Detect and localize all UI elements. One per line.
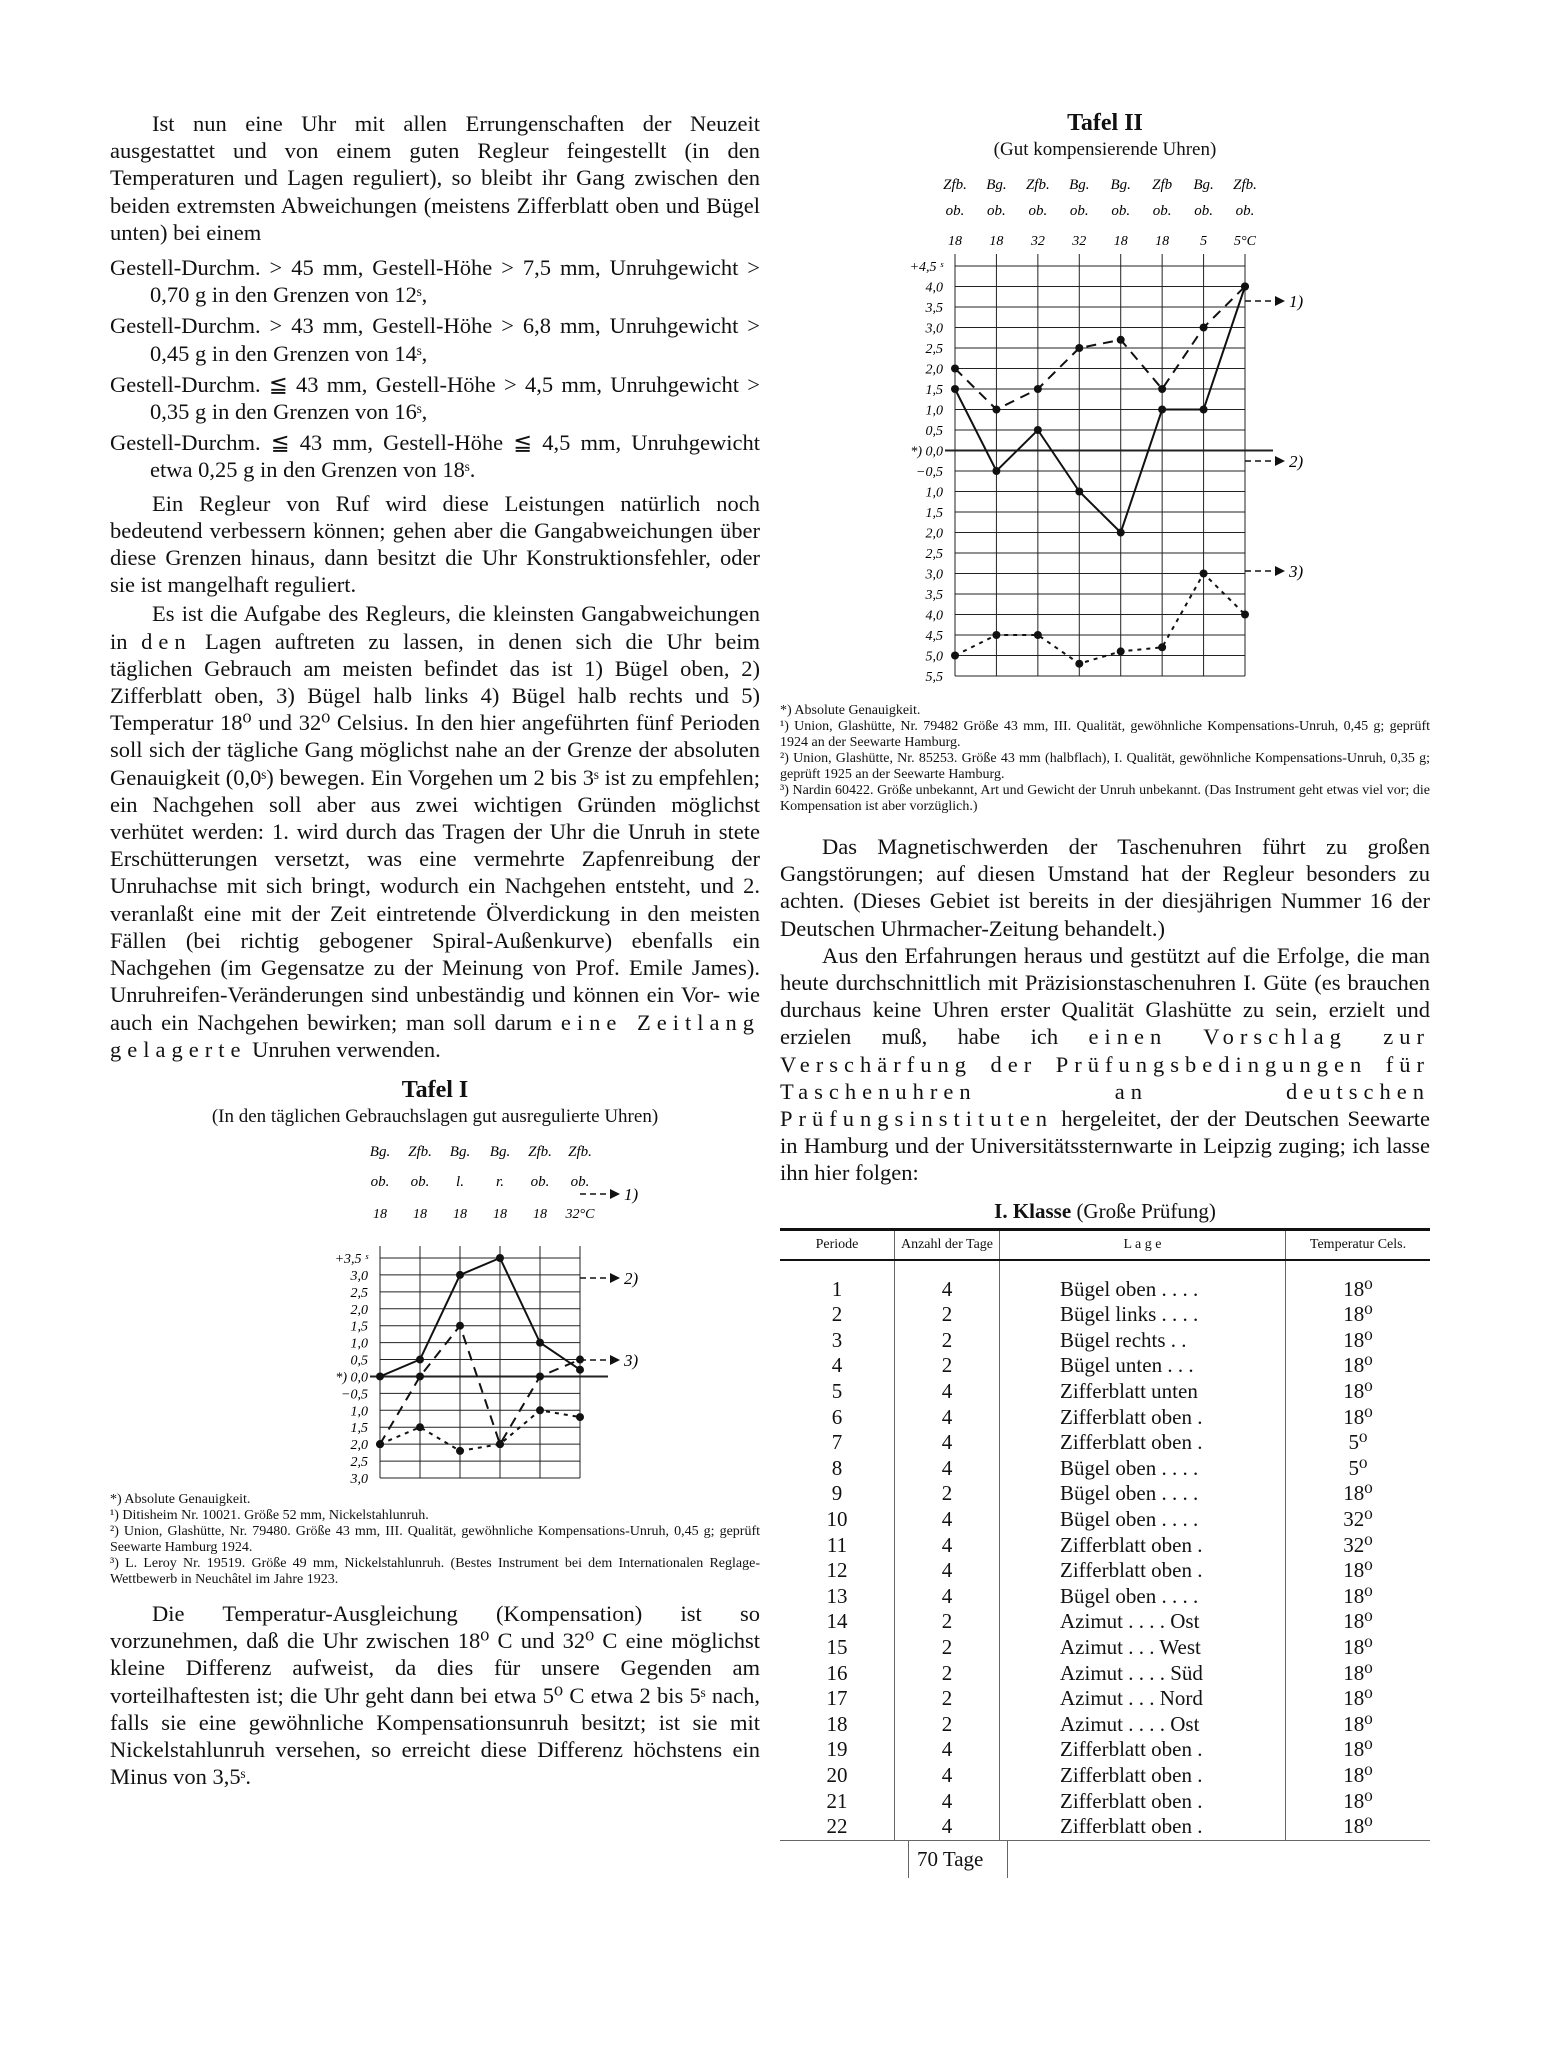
chart-position-label: ob. [1152, 203, 1172, 219]
cell-anzahl: 2 [895, 1661, 1000, 1687]
table-row [780, 1430, 1430, 1456]
chart-position-label: Zfb. [408, 1143, 432, 1160]
chart-data-point [1158, 643, 1166, 651]
tafel-1-footnotes [110, 1492, 760, 1588]
tafel-1-chart [110, 1138, 760, 1488]
chart-position-label: ob. [945, 203, 965, 219]
cell-anzahl: 4 [895, 1533, 1000, 1559]
table-row [780, 1635, 1430, 1661]
chart-series-label: 1) [624, 1184, 639, 1204]
cell-periode: 6 [831, 1404, 843, 1429]
table-row [780, 1302, 1430, 1328]
cell-periode: 4 [831, 1353, 843, 1378]
chart-y-tick-label: 2,0 [925, 362, 943, 378]
chart-y-tick-label: −0,5 [341, 1387, 368, 1403]
cell-lage: Zifferblatt oben . [1000, 1763, 1286, 1789]
paragraph-regleur: Ein Regleur von Ruf wird diese Leistungen natürlich noch bedeutend verbessern können; gehen aber die Gangabweichungen über diese Grenzen hinaus, dann besitzt die Uhr Konstruktionsfehler, oder sie ist mangelhaft reguliert. [110, 490, 760, 598]
chart-series-line [955, 574, 1245, 664]
cell-lage: Bügel oben . . . . [1000, 1507, 1286, 1533]
cell-periode: 15 [826, 1634, 848, 1659]
chart-y-tick-label: 2,0 [350, 1302, 368, 1318]
paragraph-magnetisch: Das Magnetischwerden der Taschenuhren führt zu großen Gangstörungen; auf diesen Umstand hat der Regleur besonders zu achten. (Dieses Gebiet ist bereits in der diesjährigen Nummer 16 der Deutschen Uhrmacher-Zeitung behandelt.) [780, 834, 1430, 941]
chart-position-label: ob. [1235, 203, 1255, 219]
cell-lage: Azimut . . . . Ost [1000, 1609, 1286, 1635]
table-row [780, 1609, 1430, 1635]
tafel-1-footnote: *) Absolute Genauigkeit. [110, 1491, 251, 1507]
tafel-2-subtitle: (Gut kompensierende Uhren) [993, 139, 1217, 160]
cell-anzahl: 4 [895, 1814, 1000, 1840]
table-row [780, 1260, 1430, 1303]
chart-series-label: 2) [624, 1268, 639, 1288]
vorschlag-text-a: Aus den Erfahrungen heraus und gestützt auf die Erfolge, die man heute durchschnittlich mit Präzisionstaschenuhren I. Güte (es brauchen durchaus keine Uhren erster Qualität Glashütte zu sein, erzielt und erzielen muß, habe ich [780, 942, 1430, 1050]
chart-y-tick-label: 3,0 [925, 321, 943, 337]
table-row [780, 1686, 1430, 1712]
chart-position-label: Bg. [986, 177, 1007, 193]
chart-y-tick-label: +3,5 ˢ [334, 1251, 368, 1267]
table-row [780, 1558, 1430, 1584]
limits-list [110, 254, 760, 484]
chart-series-line [380, 1410, 580, 1451]
chart-y-tick-label: 3,5 [925, 301, 943, 316]
chart-y-tick-label: 2,0 [925, 526, 943, 542]
cell-anzahl: 4 [895, 1763, 1000, 1789]
paragraph-aufgabe [110, 600, 760, 1062]
chart-y-tick-label: 0,5 [925, 424, 943, 439]
cell-periode: 16 [826, 1660, 848, 1685]
cell-lage: Bügel unten . . . [1000, 1353, 1286, 1379]
cell-anzahl: 2 [895, 1328, 1000, 1354]
chart-series-arrowhead [610, 1189, 620, 1199]
chart-position-label: Zfb [1152, 177, 1173, 193]
cell-lage: Bügel rechts . . [1000, 1328, 1286, 1354]
chart-series-arrowhead [610, 1355, 620, 1365]
header-periode: Periode [780, 1229, 895, 1260]
chart-data-point [576, 1413, 584, 1421]
chart-position-label: Bg. [489, 1143, 511, 1160]
limits-item-3: Gestell-Durchm. ≦ 43 mm, Gestell-Höhe > 4,5 mm, Unruhgewicht > 0,35 g in den Grenzen von 16ˢ, [110, 371, 760, 425]
chart-data-point [992, 467, 1000, 475]
cell-periode: 5 [831, 1379, 843, 1404]
table-row [780, 1763, 1430, 1789]
cell-lage: Bügel oben . . . . [1000, 1456, 1286, 1482]
tafel-1-footnote: ¹) Ditisheim Nr. 10021. Größe 52 mm, Nickelstahlunruh. [110, 1507, 429, 1523]
chart-temperature-label: 5°C [1234, 234, 1256, 249]
chart-position-label: l. [456, 1173, 464, 1190]
chart-position-label: Bg. [1069, 177, 1090, 193]
limits-item-1: Gestell-Durchm. > 45 mm, Gestell-Höhe > 7,5 mm, Unruhgewicht > 0,70 g in den Grenzen von 12ˢ, [110, 255, 760, 308]
cell-anzahl: 2 [895, 1712, 1000, 1738]
chart-series-line [380, 1326, 580, 1444]
table-header-row [780, 1229, 1430, 1260]
chart-y-tick-label: 3,0 [350, 1268, 368, 1284]
cell-lage: Zifferblatt oben . [1000, 1533, 1286, 1559]
total-days: 70 Tage [908, 1841, 1008, 1878]
cell-temperatur: 18⁰ [1286, 1686, 1431, 1712]
cell-temperatur: 18⁰ [1286, 1379, 1431, 1405]
chart-y-tick-label: 1,5 [925, 506, 943, 521]
cell-anzahl: 4 [895, 1456, 1000, 1482]
table-row [780, 1353, 1430, 1379]
cell-periode: 19 [826, 1737, 848, 1762]
cell-periode: 9 [831, 1481, 843, 1506]
cell-lage: Zifferblatt oben . [1000, 1737, 1286, 1763]
chart-y-tick-label: 0,5 [350, 1353, 368, 1369]
chart-series-line [380, 1258, 580, 1376]
tafel-1-subtitle: (In den täglichen Gebrauchslagen gut ausregulierte Uhren) [211, 1105, 659, 1127]
klasse-title-main: I. Klasse [994, 1198, 1072, 1223]
chart-y-tick-label: 3,0 [925, 567, 943, 583]
cell-periode: 18 [826, 1711, 848, 1736]
chart-position-label: Zfb. [528, 1143, 552, 1160]
chart-y-tick-label: 1,5 [350, 1421, 368, 1437]
cell-temperatur: 18⁰ [1286, 1661, 1431, 1687]
klasse-title-sub: (Große Prüfung) [1076, 1198, 1216, 1223]
cell-anzahl: 4 [895, 1379, 1000, 1405]
tafel-1-footnote: ²) Union, Glashütte, Nr. 79480. Größe 43 mm, III. Qualität, gewöhnliche Kompensations-Unruh, 0,45 g; geprüft Seewarte Hamburg 1924. [110, 1523, 760, 1555]
chart-y-tick-label: *) 0,0 [335, 1370, 368, 1386]
vorschlag-emph: einen Vorschlag zur Verschärfung der Prüfungsbedingungen für Taschenuhren an deutschen Prüfungsinstituten [780, 1024, 1430, 1132]
chart-y-tick-label: 2,5 [350, 1285, 368, 1301]
chart-data-point [376, 1372, 384, 1380]
cell-temperatur: 18⁰ [1286, 1609, 1431, 1635]
cell-temperatur: 18⁰ [1286, 1481, 1431, 1507]
limits-item-4: Gestell-Durchm. ≦ 43 mm, Gestell-Höhe ≦ 4,5 mm, Unruhgewicht etwa 0,25 g in den Grenzen von 18ˢ. [110, 430, 760, 483]
chart-position-label: Zfb. [568, 1143, 592, 1160]
cell-anzahl: 2 [895, 1481, 1000, 1507]
chart-position-label: ob. [987, 203, 1006, 219]
cell-periode: 2 [831, 1302, 843, 1327]
chart-data-point [1034, 631, 1042, 639]
chart-data-point [536, 1372, 544, 1380]
cell-temperatur: 18⁰ [1286, 1712, 1431, 1738]
chart-data-point [1034, 385, 1042, 393]
cell-temperatur: 18⁰ [1286, 1302, 1431, 1328]
cell-lage: Zifferblatt oben . [1000, 1405, 1286, 1431]
chart-data-point [1200, 570, 1208, 578]
cell-lage: Bügel oben . . . . [1000, 1481, 1286, 1507]
cell-temperatur: 18⁰ [1286, 1405, 1431, 1431]
cell-lage: Azimut . . . . Ost [1000, 1712, 1286, 1738]
chart-y-tick-label: 1,5 [350, 1319, 368, 1335]
chart-position-label: ob. [370, 1173, 390, 1190]
chart-series-label: 2) [1289, 452, 1304, 471]
chart-data-point [1117, 336, 1125, 344]
cell-anzahl: 4 [895, 1584, 1000, 1610]
cell-lage: Zifferblatt oben . [1000, 1558, 1286, 1584]
table-row [780, 1405, 1430, 1431]
cell-anzahl: 2 [895, 1635, 1000, 1661]
cell-anzahl: 4 [895, 1789, 1000, 1815]
chart-data-point [1075, 488, 1083, 496]
tafel-2-footnote: *) Absolute Genauigkeit. [780, 703, 921, 718]
cell-periode: 17 [826, 1686, 848, 1711]
cell-anzahl: 2 [895, 1686, 1000, 1712]
tafel-1-footnote: ³) L. Leroy Nr. 19519. Größe 49 mm, Nickelstahlunruh. (Bestes Instrument bei dem Internationalen Reglage-Wettbewerb in Neuchâtel im Jahre 1923. [110, 1555, 760, 1587]
cell-temperatur: 18⁰ [1286, 1763, 1431, 1789]
chart-temperature-label: 18 [373, 1206, 387, 1222]
cell-periode: 13 [826, 1583, 848, 1608]
aufgabe-emph-2: eine Zeitlang gelagerte [110, 1009, 760, 1062]
chart-position-label: ob. [1111, 203, 1131, 219]
chart-data-point [1241, 611, 1249, 619]
table-row [780, 1507, 1430, 1533]
table-row [780, 1584, 1430, 1610]
chart-position-label: Bg. [1193, 177, 1214, 193]
chart-y-tick-label: 4,0 [925, 280, 943, 296]
chart-data-point [1034, 426, 1042, 434]
aufgabe-text-c: Unruhen verwenden. [252, 1036, 441, 1062]
chart-temperature-label: 32 [1072, 234, 1087, 249]
chart-data-point [456, 1322, 464, 1330]
chart-series-arrowhead [1275, 566, 1285, 576]
chart-data-point [1200, 324, 1208, 332]
chart-position-label: ob. [570, 1173, 590, 1190]
chart-data-point [1075, 344, 1083, 352]
cell-periode: 20 [826, 1762, 848, 1787]
chart-temperature-label: 32°C [565, 1206, 595, 1222]
chart-data-point [951, 385, 959, 393]
chart-y-tick-label: 2,5 [925, 342, 943, 357]
paragraph-vorschlag [780, 942, 1430, 1187]
cell-lage: Bügel oben . . . . [1000, 1260, 1286, 1303]
cell-periode: 12 [826, 1558, 848, 1583]
tafel-2-footnote: ³) Nardin 60422. Größe unbekannt, Art und Gewicht der Unruh unbekannt. (Das Instrument geht etwas viel vor; die Kompensation ist aber vorzüglich.) [780, 783, 1430, 814]
table-row [780, 1379, 1430, 1405]
tafel-2-footnotes [780, 703, 1430, 815]
cell-temperatur: 18⁰ [1286, 1737, 1431, 1763]
chart-temperature-label: 18 [533, 1206, 547, 1222]
cell-lage: Zifferblatt unten [1000, 1379, 1286, 1405]
chart-data-point [576, 1366, 584, 1374]
cell-anzahl: 4 [895, 1405, 1000, 1431]
cell-temperatur: 18⁰ [1286, 1789, 1431, 1815]
chart-data-point [1075, 660, 1083, 668]
aufgabe-emph-1: den [141, 628, 192, 654]
table-row [780, 1533, 1430, 1559]
chart-data-point [416, 1372, 424, 1380]
chart-y-tick-label: 1,0 [925, 485, 943, 501]
cell-anzahl: 2 [895, 1302, 1000, 1328]
cell-lage: Zifferblatt oben . [1000, 1430, 1286, 1456]
cell-anzahl: 4 [895, 1507, 1000, 1533]
cell-periode: 3 [831, 1327, 843, 1352]
limits-item-2: Gestell-Durchm. > 43 mm, Gestell-Höhe > 6,8 mm, Unruhgewicht > 0,45 g in den Grenzen von 14ˢ, [110, 313, 760, 366]
cell-lage: Bügel links . . . . [1000, 1302, 1286, 1328]
cell-anzahl: 4 [895, 1558, 1000, 1584]
tafel-1-title: Tafel I [401, 1076, 469, 1103]
chart-y-tick-label: 2,5 [925, 547, 943, 562]
table-body [780, 1260, 1430, 1841]
chart-data-point [951, 365, 959, 373]
cell-anzahl: 4 [895, 1430, 1000, 1456]
cell-lage: Azimut . . . . Süd [1000, 1661, 1286, 1687]
cell-lage: Zifferblatt oben . [1000, 1789, 1286, 1815]
chart-data-point [951, 652, 959, 660]
left-column [110, 110, 760, 1790]
chart-position-label: ob. [1028, 203, 1048, 219]
chart-data-point [992, 406, 1000, 414]
chart-y-tick-label: 2,0 [350, 1438, 368, 1454]
cell-periode: 1 [831, 1276, 843, 1301]
chart-position-label: ob. [1069, 203, 1089, 219]
chart-temperature-label: 18 [453, 1206, 467, 1222]
chart-data-point [1117, 647, 1125, 655]
cell-periode: 22 [780, 1814, 895, 1840]
header-lage: L a g e [1000, 1229, 1286, 1260]
table-row [780, 1814, 1430, 1840]
chart-temperature-label: 18 [1113, 234, 1128, 249]
chart-y-tick-label: 1,0 [925, 403, 943, 419]
cell-anzahl: 2 [895, 1609, 1000, 1635]
aufgabe-text-b: Lagen auftreten zu lassen, in denen sich die Uhr beim täglichen Gebrauch am meisten befindet das ist 1) Bügel oben, 2) Zifferblatt oben, 3) Bügel halb links 4) Bügel halb rechts und 5) Temperatur 18⁰ und 32⁰ Celsius. In den hier angeführten fünf Perioden soll sich der tägliche Gang möglichst nahe an der Grenze der absoluten Genauigkeit (0,0ˢ) bewegen. Ein Vorgehen um 2 bis 3ˢ ist zu empfehlen; ein Nachgehen soll aber aus zwei wichtigen Gründen möglichst verhütet werden: 1. wird durch das Tragen der Uhr die Unruh in stete Erschütterungen versetzt, was eine vermehrte Zapfenreibung der Unruhachse mit sich bringt, wodurch ein Nachgehen entsteht, und 2. veranlaßt eine mit der Zeit eintretende Ölverdickung in den meisten Fällen (bei richtig gebogener Spiral-Außenkurve) ebenfalls ein Nachgehen (im Gegensatze zu der Meinung von Prof. Emile James). Unruhreifen-Veränderungen sind unbeständig und können ein Vor- wie auch ein Nachgehen bewirken; man soll darum [110, 628, 761, 1035]
paragraph-intro: Ist nun eine Uhr mit allen Errungenschaften der Neuzeit ausgestattet und von einem guten Regleur feingestellt (in den Temperaturen und Lagen reguliert), so bleibt ihr Gang zwischen den beiden extremsten Abweichungen (meistens Zifferblatt oben und Bügel unten) bei einem [110, 111, 760, 245]
table-row [780, 1456, 1430, 1482]
chart-data-point [416, 1355, 424, 1363]
aufgabe-text-a: Es ist die Aufgabe des Regleurs, die kleinsten Gangabweichungen in [110, 601, 760, 654]
cell-periode: 11 [826, 1532, 848, 1557]
chart-temperature-label: 18 [1155, 234, 1170, 249]
chart-data-point [992, 631, 1000, 639]
chart-y-tick-label: 1,0 [350, 1336, 368, 1352]
chart-position-label: ob. [530, 1173, 550, 1190]
table-row [780, 1712, 1430, 1738]
vorschlag-text-b: hergeleitet, der der Deutschen Seewarte in Hamburg und der Universitätssternwarte in Leipzig zuging; ich lasse ihn hier folgen: [780, 1106, 1430, 1186]
chart-data-point [1158, 406, 1166, 414]
cell-temperatur: 18⁰ [1286, 1635, 1431, 1661]
chart-data-point [1200, 406, 1208, 414]
chart-temperature-label: 18 [413, 1206, 427, 1222]
cell-periode: 21 [826, 1788, 848, 1813]
chart-y-tick-label: −0,5 [916, 465, 943, 480]
chart-data-point [496, 1254, 504, 1262]
header-temperatur: Temperatur Cels. [1286, 1229, 1431, 1260]
tafel-2-footnote: ²) Union, Glashütte, Nr. 85253. Größe 43 mm (halbflach), I. Qualität, gewöhnliche Kompensations-Unruh, 0,35 g; geprüft 1925 an der Seewarte Hamburg. [780, 751, 1430, 782]
chart-position-label: ob. [1194, 203, 1213, 219]
chart-series-label: 3) [624, 1350, 639, 1370]
chart-position-label: r. [496, 1173, 504, 1190]
cell-temperatur: 18⁰ [1286, 1353, 1431, 1379]
chart-y-tick-label: 5,0 [925, 649, 943, 665]
chart-y-tick-label: 2,5 [350, 1454, 368, 1470]
chart-data-point [456, 1447, 464, 1455]
chart-position-label: Bg. [449, 1143, 471, 1160]
chart-y-tick-label: 3,5 [925, 588, 943, 603]
chart-y-tick-label: 5,5 [925, 670, 943, 685]
table-row [780, 1737, 1430, 1763]
cell-periode: 7 [831, 1430, 843, 1455]
chart-series-label: 3) [1289, 562, 1304, 581]
chart-data-point [456, 1271, 464, 1279]
chart-temperature-label: 5 [1200, 234, 1208, 249]
cell-temperatur: 18⁰ [1286, 1558, 1431, 1584]
chart-position-label: ob. [410, 1173, 430, 1190]
chart-series-arrowhead [610, 1273, 620, 1283]
cell-periode: 8 [831, 1455, 843, 1480]
chart-series-label: 1) [1289, 292, 1304, 311]
chart-y-tick-label: 1,5 [925, 383, 943, 398]
chart-temperature-label: 32 [1030, 234, 1045, 249]
pruefung-table [780, 1228, 1430, 1841]
table-row [780, 1481, 1430, 1507]
cell-anzahl: 2 [895, 1353, 1000, 1379]
chart-temperature-label: 18 [989, 234, 1004, 249]
chart-data-point [416, 1423, 424, 1431]
chart-position-label: Zfb. [943, 177, 967, 193]
chart-temperature-label: 18 [948, 234, 962, 249]
cell-temperatur: 18⁰ [1286, 1260, 1431, 1303]
chart-y-tick-label: 4,5 [925, 629, 943, 644]
chart-position-label: Zfb. [1233, 177, 1257, 193]
cell-lage: Azimut . . . Nord [1000, 1686, 1286, 1712]
tafel-2-chart [780, 171, 1430, 701]
chart-data-point [496, 1440, 504, 1448]
cell-temperatur: 18⁰ [1286, 1328, 1431, 1354]
chart-y-tick-label: 4,0 [925, 608, 943, 624]
cell-periode: 10 [826, 1506, 848, 1531]
chart-position-label: Bg. [1110, 177, 1131, 193]
chart-data-point [1158, 385, 1166, 393]
chart-temperature-label: 18 [493, 1206, 507, 1222]
chart-y-tick-label: *) 0,0 [910, 444, 943, 460]
cell-anzahl: 4 [895, 1737, 1000, 1763]
cell-temperatur: 5⁰ [1286, 1430, 1431, 1456]
tafel-2-title: Tafel II [1067, 110, 1143, 136]
chart-position-label: Bg. [369, 1143, 391, 1160]
table-row [780, 1328, 1430, 1354]
cell-temperatur: 32⁰ [1286, 1533, 1431, 1559]
right-column [780, 110, 1430, 1878]
cell-temperatur: 5⁰ [1286, 1456, 1431, 1482]
chart-data-point [1241, 283, 1249, 291]
cell-temperatur: 18⁰ [1286, 1584, 1431, 1610]
tafel-2-footnote: ¹) Union, Glashütte, Nr. 79482 Größe 43 mm, III. Qualität, gewöhnliche Kompensations-Unruh, 0,45 g; geprüft 1924 an der Seewarte Hamburg. [780, 719, 1430, 750]
chart-data-point [1117, 529, 1125, 537]
chart-position-label: Zfb. [1025, 177, 1050, 193]
cell-lage: Azimut . . . West [1000, 1635, 1286, 1661]
header-anzahl: Anzahl der Tage [895, 1229, 1000, 1260]
table-row [780, 1789, 1430, 1815]
chart-series-arrowhead [1275, 456, 1285, 466]
chart-y-tick-label: 1,0 [350, 1404, 368, 1420]
chart-y-tick-label: 3,0 [350, 1471, 368, 1487]
cell-lage: Bügel oben . . . . [1000, 1584, 1286, 1610]
cell-periode: 14 [826, 1609, 848, 1634]
chart-data-point [536, 1339, 544, 1347]
cell-anzahl: 4 [895, 1260, 1000, 1303]
cell-lage: Zifferblatt oben . [1000, 1814, 1286, 1840]
chart-data-point [536, 1406, 544, 1414]
chart-y-tick-label: +4,5 ˢ [909, 260, 943, 275]
cell-temperatur: 18⁰ [1286, 1814, 1431, 1840]
chart-data-point [376, 1440, 384, 1448]
table-row [780, 1661, 1430, 1687]
paragraph-kompensation: Die Temperatur-Ausgleichung (Kompensation) ist so vorzunehmen, daß die Uhr zwischen 18⁰ C und 32⁰ C eine möglichst kleine Differenz aufweist, da dies für unsere Gegenden am vorteilhaftesten ist; die Uhr geht dann bei etwa 5⁰ C etwa 2 bis 5ˢ nach, falls sie eine gewöhnliche Kompensationsunruh besitzt; ist sie mit Nickelstahlunruh versehen, so erreicht diese Differenz höchstens ein Minus von 3,5ˢ. [110, 1600, 760, 1790]
chart-series-arrowhead [1275, 296, 1285, 306]
klasse-title [780, 1199, 1430, 1224]
cell-temperatur: 32⁰ [1286, 1507, 1431, 1533]
